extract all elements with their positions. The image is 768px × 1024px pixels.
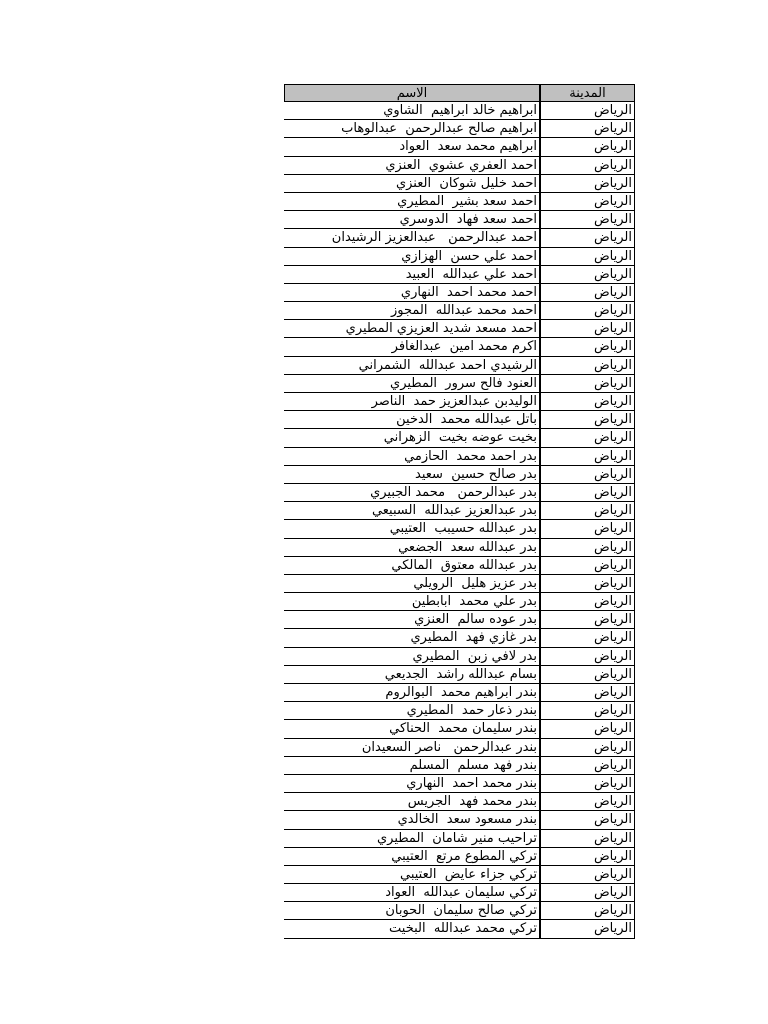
name-cell: احمد العفري عشوي العنزي — [385, 157, 537, 173]
city-cell: الرياض — [539, 757, 635, 774]
name-cell: احمد سعد بشير المطيري — [397, 193, 537, 209]
table-row — [284, 102, 635, 120]
name-cell: بندر فهد مسلم المسلم — [409, 757, 537, 773]
data-table — [284, 84, 635, 939]
name-cell: بسام عبدالله راشد الجديعي — [384, 666, 537, 682]
name-cell: بندر ابراهيم محمد البوالروم — [385, 685, 537, 700]
city-cell: الرياض — [539, 775, 635, 792]
table-row — [284, 229, 635, 247]
name-cell: احمد سعد فهاد الدوسري — [399, 212, 537, 228]
name-cell: تركي جزاء عايض العتيبي — [400, 866, 537, 882]
city-cell: الرياض — [539, 520, 635, 537]
table-row — [284, 411, 635, 429]
table-row — [284, 448, 635, 466]
name-cell: بدر عوده سالم العنزي — [414, 612, 537, 628]
name-cell: احمد محمد عبدالله المجوز — [390, 303, 537, 319]
name-cell: بندر محمد فهد الجريس — [407, 794, 537, 810]
table-row — [284, 320, 635, 338]
name-cell: بندر محمد احمد النهاري — [406, 775, 537, 791]
table-row — [284, 702, 635, 720]
city-cell: الرياض — [539, 848, 635, 865]
table-row — [284, 466, 635, 484]
city-cell: الرياض — [539, 884, 635, 901]
table-row — [284, 811, 635, 829]
city-cell: الرياض — [539, 684, 635, 701]
name-cell: ابراهيم محمد سعد العواد — [399, 139, 537, 155]
city-cell: الرياض — [539, 502, 635, 519]
city-cell: الرياض — [539, 720, 635, 737]
city-cell: الرياض — [539, 793, 635, 810]
table-row — [284, 484, 635, 502]
city-cell: الرياض — [539, 866, 635, 883]
table-row — [284, 393, 635, 411]
city-cell: الرياض — [539, 429, 635, 446]
name-cell: احمد عبدالرحمن عبدالعزيز الرشيدان — [331, 230, 537, 246]
table-row — [284, 193, 635, 211]
table-row — [284, 848, 635, 866]
table-row — [284, 266, 635, 284]
city-cell: الرياض — [539, 320, 635, 337]
table-row — [284, 920, 635, 938]
table-row — [284, 775, 635, 793]
city-cell: الرياض — [539, 448, 635, 465]
name-cell: بدر عبدالعزيز عبدالله السبيعي — [371, 503, 537, 519]
name-cell: ابراهيم صالح عبدالرحمن عبدالوهاب — [341, 121, 537, 137]
city-cell: الرياض — [539, 739, 635, 756]
name-cell: احمد مسعد شديد العزيزي المطيري — [345, 321, 537, 337]
name-cell: تراحيب منير شامان المطيري — [377, 830, 537, 846]
city-cell: الرياض — [539, 575, 635, 592]
table-row — [284, 720, 635, 738]
table-row — [284, 666, 635, 684]
city-cell: الرياض — [539, 393, 635, 410]
table-row — [284, 338, 635, 356]
table-row — [284, 557, 635, 575]
name-cell: احمد خليل شوكان العنزي — [395, 175, 537, 191]
city-cell: الرياض — [539, 666, 635, 683]
name-cell: تركي سليمان عبدالله العواد — [385, 885, 537, 901]
name-cell: بدر عبدالله حسيبب العتيبي — [389, 521, 537, 537]
city-cell: الرياض — [539, 138, 635, 155]
table-body — [284, 102, 635, 939]
city-cell: الرياض — [539, 193, 635, 210]
table-row — [284, 757, 635, 775]
city-cell: الرياض — [539, 266, 635, 283]
name-cell: تركي صالح سليمان الحوبان — [385, 903, 537, 919]
city-cell: الرياض — [539, 629, 635, 646]
table-row — [284, 684, 635, 702]
city-cell: الرياض — [539, 211, 635, 228]
city-column-header: المدينة — [539, 85, 635, 101]
city-cell: الرياض — [539, 593, 635, 610]
city-cell: الرياض — [539, 157, 635, 174]
name-cell: الرشيدي احمد عبدالله الشمراني — [358, 357, 537, 373]
name-cell: بدر علي محمد ابابطين — [411, 594, 537, 610]
name-cell: بندر مسعود سعد الخالدي — [397, 812, 537, 828]
name-cell: بدر احمد محمد الحازمي — [404, 448, 537, 464]
city-cell: الرياض — [539, 484, 635, 501]
table-row — [284, 157, 635, 175]
table-row — [284, 284, 635, 302]
name-cell: بدر صالح حسين سعيد — [415, 466, 537, 482]
table-row — [284, 866, 635, 884]
table-row — [284, 593, 635, 611]
table-row — [284, 375, 635, 393]
table-row — [284, 830, 635, 848]
table-row — [284, 648, 635, 666]
city-cell: الرياض — [539, 411, 635, 428]
name-cell: بندر سليمان محمد الحناكي — [389, 721, 537, 737]
city-cell: الرياض — [539, 466, 635, 483]
name-cell: بندر ذعار حمد المطيري — [406, 703, 537, 719]
table-row — [284, 302, 635, 320]
city-cell: الرياض — [539, 357, 635, 374]
table-row — [284, 611, 635, 629]
city-cell: الرياض — [539, 557, 635, 574]
name-cell: بندر عبدالرحمن ناصر السعيدان — [361, 739, 537, 755]
city-cell: الرياض — [539, 830, 635, 847]
table-row — [284, 502, 635, 520]
table-row — [284, 793, 635, 811]
city-cell: الرياض — [539, 920, 635, 937]
name-cell: بدر عبدالله معتوق المالكي — [391, 557, 537, 573]
table-row — [284, 175, 635, 193]
table-row — [284, 248, 635, 266]
name-cell: تركي المطوع مرتع العتيبي — [391, 848, 537, 864]
name-cell: بدر غازي فهد المطيري — [410, 630, 537, 646]
table-row — [284, 211, 635, 229]
table-row — [284, 520, 635, 538]
table-row — [284, 629, 635, 647]
name-cell: بخيت عوضه بخيت الزهراني — [383, 430, 537, 446]
table-header-row — [284, 84, 635, 102]
name-cell: بدر عزيز هليل الرويلي — [413, 575, 537, 591]
city-cell: الرياض — [539, 284, 635, 301]
city-cell: الرياض — [539, 902, 635, 919]
city-cell: الرياض — [539, 302, 635, 319]
name-cell: تركي محمد عبدالله البخيت — [389, 921, 537, 937]
name-cell: احمد علي عبدالله العبيد — [405, 266, 537, 282]
city-cell: الرياض — [539, 611, 635, 628]
name-cell: اكرم محمد امين عبدالغافر — [391, 339, 537, 355]
name-cell: ابراهيم خالد ابراهيم الشاوي — [383, 103, 537, 118]
name-cell: بدر عبدالله سعد الجضعي — [398, 539, 537, 555]
city-cell: الرياض — [539, 811, 635, 828]
name-column-header: الاسم — [396, 86, 428, 101]
name-cell: العنود فالح سرور المطيري — [390, 375, 537, 391]
table-row — [284, 539, 635, 557]
city-cell: الرياض — [539, 702, 635, 719]
city-cell: الرياض — [539, 648, 635, 665]
name-cell: باتل عبدالله محمد الدخين — [396, 412, 537, 428]
table-row — [284, 138, 635, 156]
table-row — [284, 357, 635, 375]
table-row — [284, 575, 635, 593]
city-cell: الرياض — [539, 375, 635, 392]
city-cell: الرياض — [539, 539, 635, 556]
table-row — [284, 902, 635, 920]
city-cell: الرياض — [539, 338, 635, 355]
table-row — [284, 884, 635, 902]
name-cell: احمد محمد احمد النهاري — [400, 284, 537, 300]
city-cell: الرياض — [539, 248, 635, 265]
city-cell: الرياض — [539, 175, 635, 192]
table-row — [284, 429, 635, 447]
table-row — [284, 120, 635, 138]
city-cell: الرياض — [539, 102, 635, 119]
city-cell: الرياض — [539, 120, 635, 137]
name-cell: احمد علي حسن الهزازي — [401, 248, 537, 264]
table-row — [284, 739, 635, 757]
city-cell: الرياض — [539, 229, 635, 246]
name-cell: الوليدبن عبدالعزيز حمد الناصر — [371, 394, 537, 409]
name-cell: بدر عبدالرحمن محمد الجبيري — [370, 484, 537, 500]
name-cell: بدر لافي زبن المطيري — [412, 648, 537, 664]
